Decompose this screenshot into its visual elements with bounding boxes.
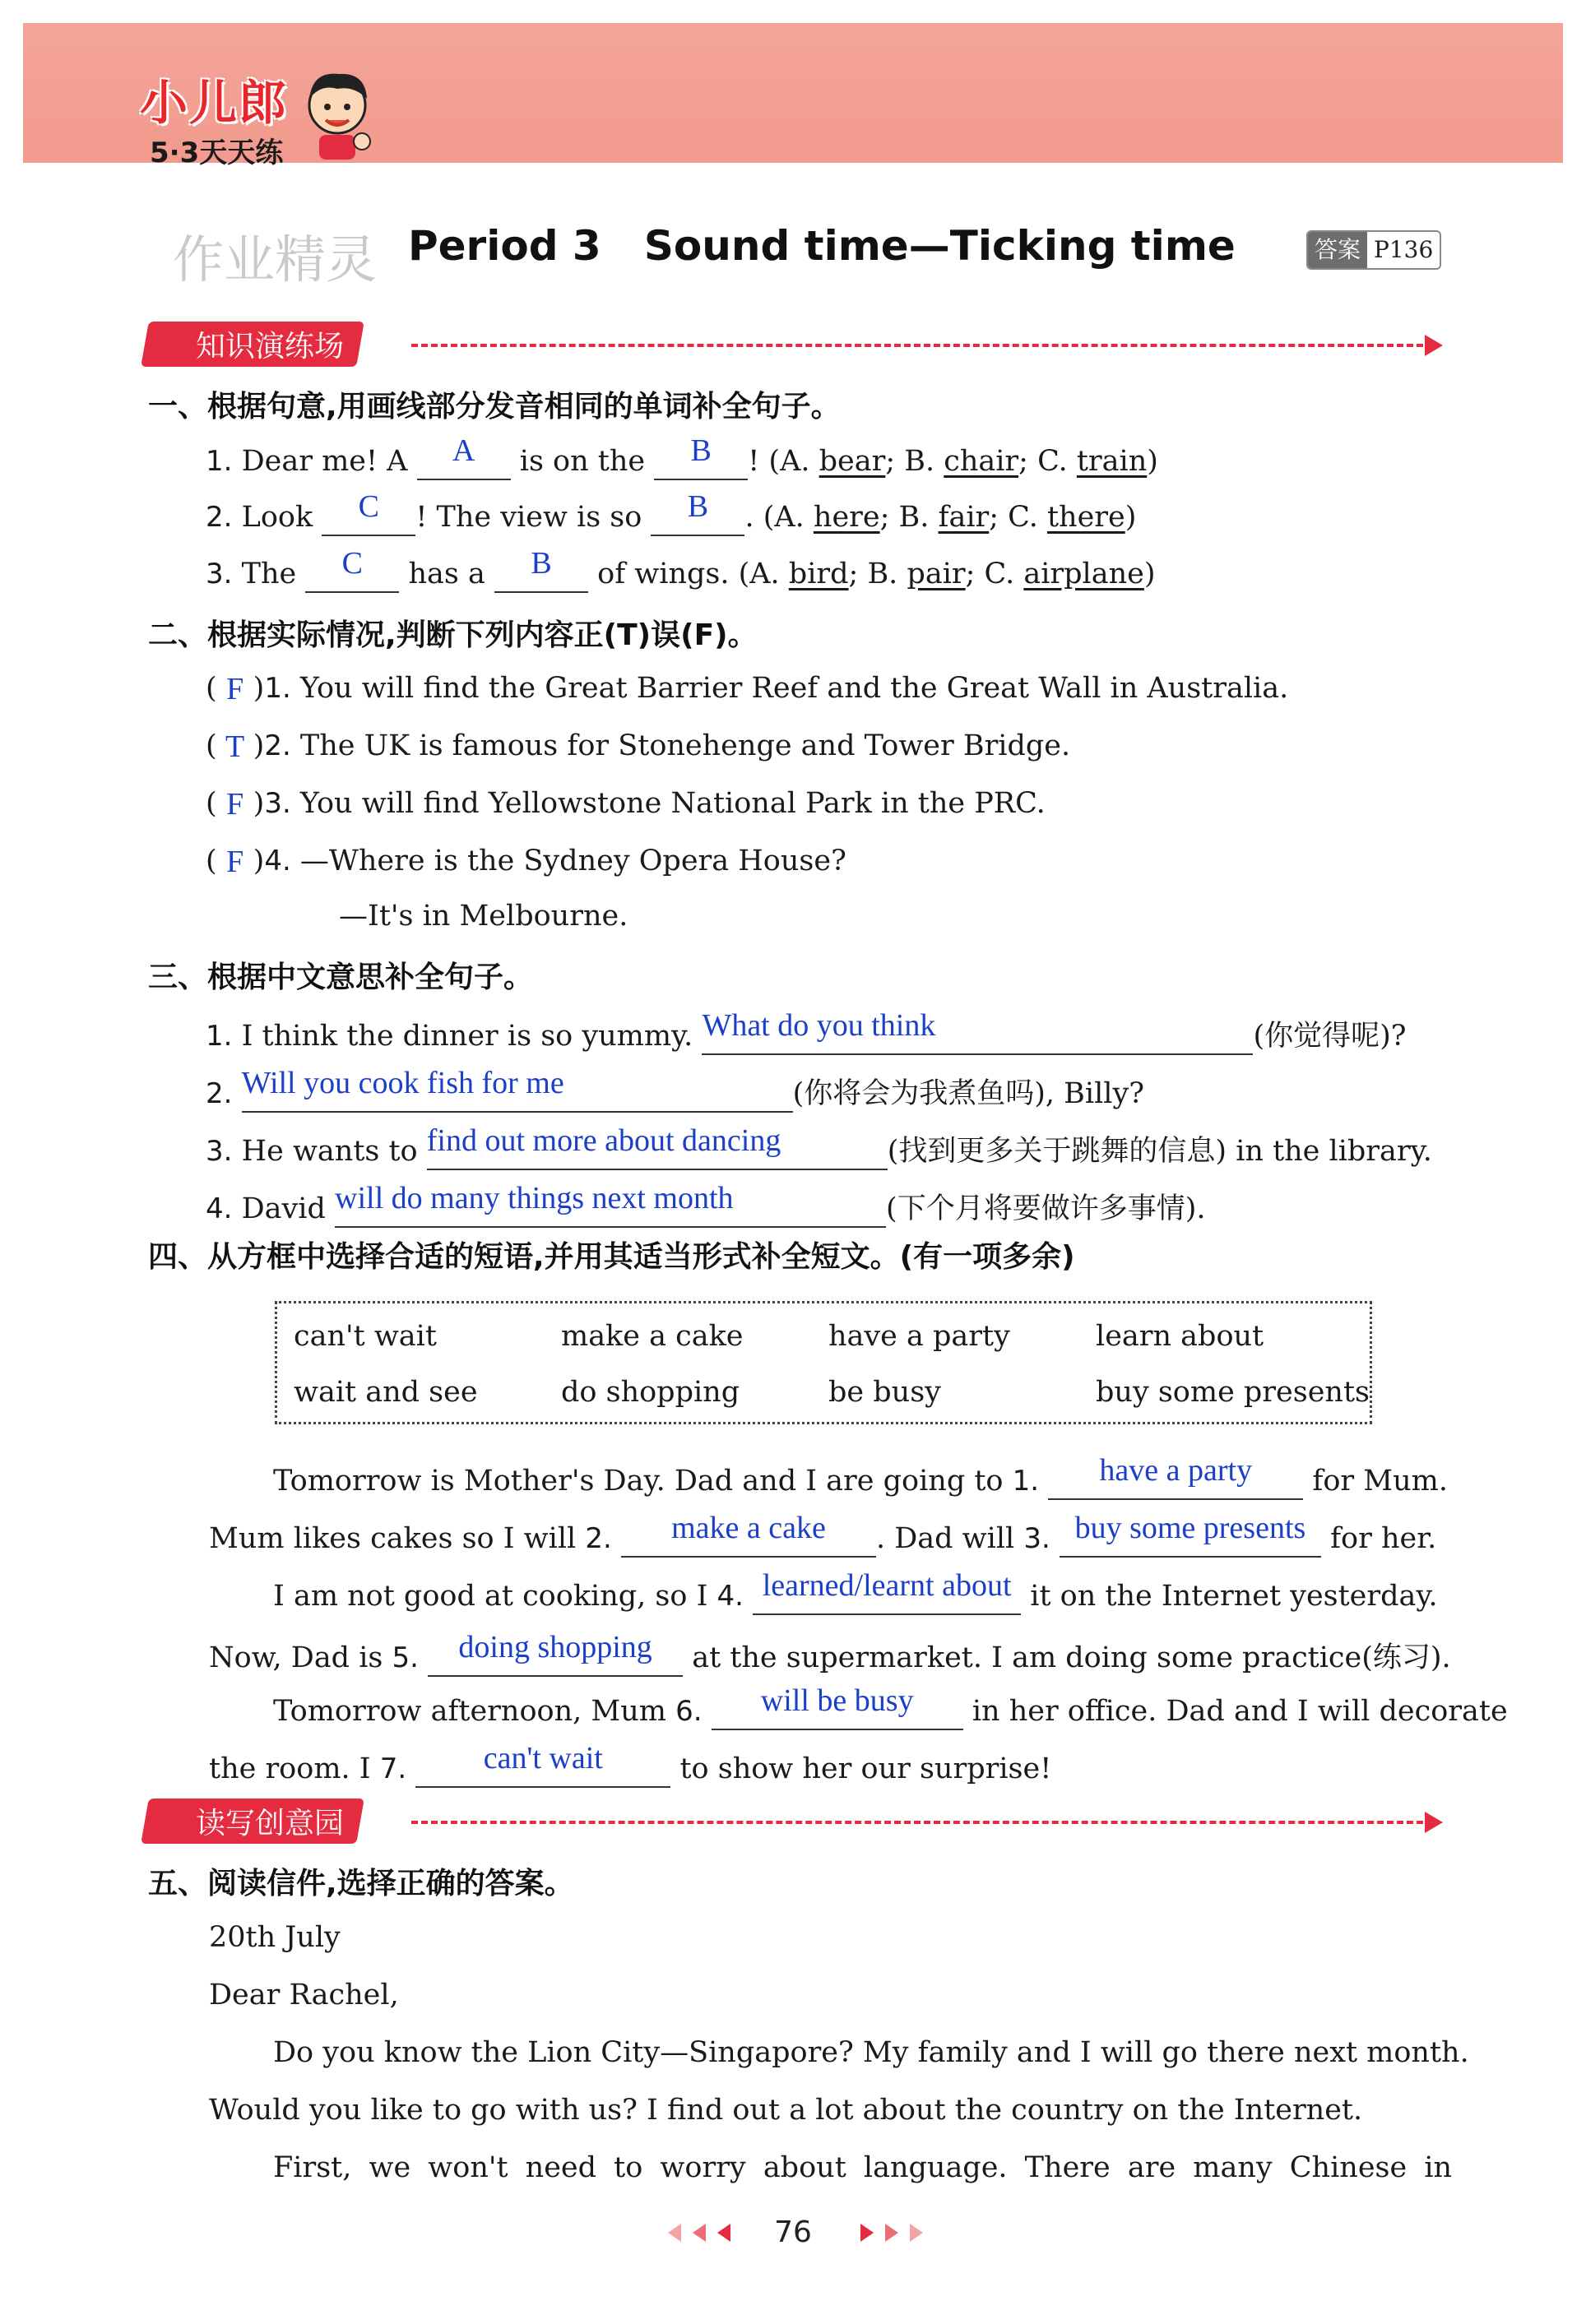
answer-blank: have a party: [1048, 1462, 1303, 1500]
answer-blank: doing shopping: [428, 1639, 683, 1677]
answer-blank: A: [417, 442, 511, 480]
phrase: be busy: [828, 1376, 941, 1409]
page-number: 76: [774, 2215, 812, 2249]
answer-blank: C: [305, 555, 399, 593]
divider: [411, 344, 1423, 347]
mascot-boy-icon: [296, 66, 378, 164]
phrase: make a cake: [561, 1320, 744, 1353]
question-heading: 五、阅读信件,选择正确的答案。: [148, 1867, 574, 1900]
arrow-icon: [1425, 335, 1443, 356]
translate-item: 4. David will do many things next month (下个月将要做许多事情).: [206, 1186, 1205, 1228]
answer-blank: can't wait: [415, 1750, 670, 1788]
letter-text: Would you like to go with us? I find out a lot about the country on the Internet.: [209, 2094, 1363, 2127]
section-title: 读写创意园: [196, 1806, 345, 1840]
passage-line: the room. I 7. can't wait to show her our surprise!: [209, 1750, 1051, 1788]
judge-item: ( F )1. You will find the Great Barrier Reef and the Great Wall in Australia.: [206, 672, 1289, 706]
answer-blank: will do many things next month: [335, 1190, 886, 1228]
letter-text: First, we won't need to worry about language. There are many Chinese in: [273, 2151, 1453, 2184]
question-item: 3. The C has a B of wings. (A. bird; B. pair; C. airplane): [206, 555, 1156, 593]
series-name: 5·3天天练: [150, 137, 284, 169]
letter-text: Do you know the Lion City—Singapore? My family and I will go there next month.: [273, 2036, 1469, 2069]
watermark-text: 作业精灵: [173, 229, 378, 289]
answer-blank: B: [494, 555, 588, 593]
translate-item: 1. I think the dinner is so yummy. What do you think (你觉得呢)?: [206, 1013, 1407, 1055]
passage-line: Now, Dad is 5. doing shopping at the supermarket. I am doing some practice(练习).: [209, 1635, 1451, 1677]
letter-date: 20th July: [209, 1921, 341, 1954]
translate-item: 3. He wants to find out more about dancing (找到更多关于跳舞的信息) in the library.: [206, 1128, 1432, 1170]
question-heading: 二、根据实际情况,判断下列内容正(T)误(F)。: [148, 618, 758, 652]
answer-blank: make a cake: [621, 1520, 876, 1558]
answer-blank: What do you think: [702, 1017, 1253, 1055]
section-header-practice: [145, 321, 360, 367]
judge-reply: —It's in Melbourne.: [339, 900, 628, 933]
judge-item: ( T )2. The UK is famous for Stonehenge and Tower Bridge.: [206, 729, 1071, 764]
answer-blank: B: [651, 498, 744, 536]
answer-blank: B: [654, 442, 748, 480]
next-arrows-icon: [844, 2220, 926, 2245]
page-title: Period 3 Sound time—Ticking time: [408, 222, 1236, 270]
section-title: 知识演练场: [196, 329, 345, 363]
question-heading: 三、根据中文意思补全句子。: [148, 961, 534, 994]
answer-blank: Will you cook fish for me: [242, 1075, 793, 1113]
passage-line: Tomorrow afternoon, Mum 6. will be busy in her office. Dad and I will decorate: [273, 1692, 1508, 1730]
question-heading: 一、根据句意,用画线部分发音相同的单词补全句子。: [148, 390, 841, 424]
judge-item: ( F )3. You will find Yellowstone National Park in the PRC.: [206, 787, 1046, 822]
question-heading: 四、从方框中选择合适的短语,并用其适当形式补全短文。(有一项多余): [148, 1240, 1075, 1274]
passage-line: Tomorrow is Mother's Day. Dad and I are going to 1. have a party for Mum.: [273, 1462, 1448, 1500]
divider: [411, 1821, 1423, 1824]
passage-line: Mum likes cakes so I will 2. make a cake . Dad will 3. buy some presents for her.: [209, 1520, 1436, 1558]
phrase: wait and see: [294, 1376, 478, 1409]
phrase: can't wait: [294, 1320, 437, 1353]
phrase-box: [275, 1301, 1372, 1424]
answer-blank: will be busy: [712, 1692, 963, 1730]
question-item: 1. Dear me! A A is on the B ! (A. bear; B. chair; C. train): [206, 442, 1158, 480]
letter-greeting: Dear Rachel,: [209, 1979, 399, 2012]
phrase: buy some presents: [1096, 1376, 1370, 1409]
answer-reference: [1306, 230, 1441, 270]
passage-line: I am not good at cooking, so I 4. learned/learnt about it on the Internet yesterday.: [273, 1577, 1438, 1615]
translate-item: 2. Will you cook fish for me (你将会为我煮鱼吗), Billy?: [206, 1071, 1144, 1113]
answer-blank: C: [322, 498, 415, 536]
judge-item: ( F )4. —Where is the Sydney Opera House?: [206, 845, 846, 879]
answer-blank: learned/learnt about: [753, 1577, 1021, 1615]
answer-label: 答案: [1308, 232, 1367, 268]
question-item: 2. Look C ! The view is so B . (A. here; B. fair; C. there): [206, 498, 1136, 536]
answer-blank: buy some presents: [1060, 1520, 1321, 1558]
phrase: have a party: [828, 1320, 1010, 1353]
arrow-icon: [1425, 1812, 1443, 1833]
brand-logo: 小儿郎: [140, 75, 289, 131]
phrase: learn about: [1096, 1320, 1264, 1353]
section-header-reading: [145, 1798, 360, 1844]
phrase: do shopping: [561, 1376, 740, 1409]
answer-blank: find out more about dancing: [427, 1132, 888, 1170]
answer-page: P136: [1367, 232, 1440, 268]
